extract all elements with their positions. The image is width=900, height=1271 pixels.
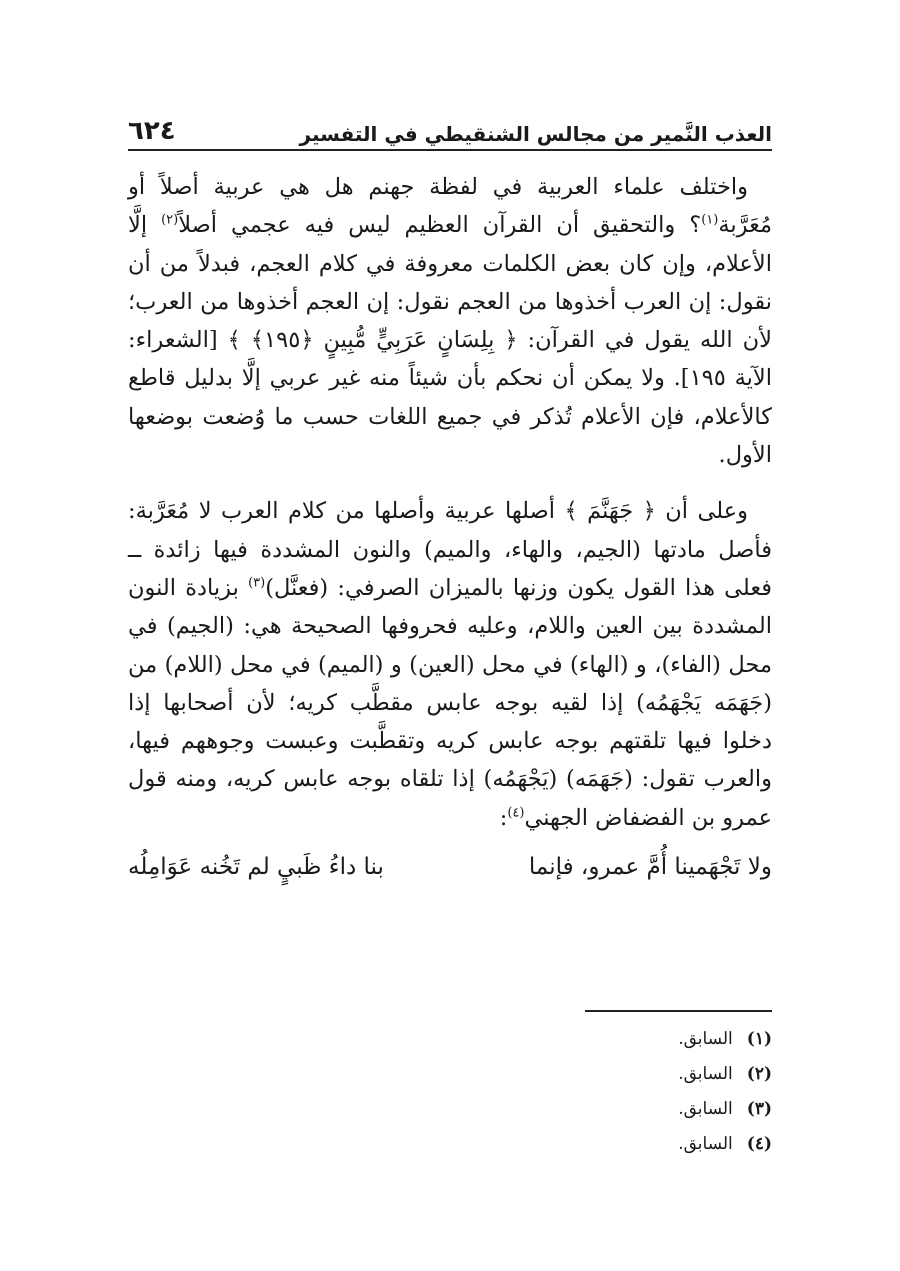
poetry-verse (128, 847, 772, 887)
footnote-text: السابق. (678, 1099, 733, 1119)
footnote-number: (٤) (746, 1134, 772, 1154)
footnote-text: السابق. (678, 1134, 733, 1154)
page-header (128, 112, 772, 146)
verse-second-hemistich: بنا داءُ ظَبيٍ لم تَخُنه عَوَامِلُه (128, 854, 384, 881)
footnotes (372, 1022, 772, 1162)
footnote-ref-2: (٢) (161, 212, 179, 228)
paragraph-1-text-b: ؟ والتحقيق أن القرآن العظيم ليس فيه عجمي أصلاً (178, 212, 702, 239)
verse-first-hemistich: ولا تَجْهَمينا أُمَّ عمرو، فإنما (528, 854, 772, 881)
footnote-ref-3: (٣) (248, 575, 266, 591)
paragraph-2-text-a: وعلى أن ﴿ جَهَنَّمَ ﴾ أصلها عربية وأصلها من كلام العرب لا مُعَرَّبة: فأصل مادتها (الجيم، والهاء، والميم) والنون المشددة فيها زائدة ــ فعلى هذا القول يكون وزنها بالميزان الصرفي: (فعنَّل) (128, 498, 772, 601)
footnote-ref-1: (١) (701, 212, 719, 228)
paragraph-1-text-c: إلَّا الأعلام، وإن كان بعض الكلمات معروفة في كلام العجم، فبدلاً من أن نقول: إن العرب أخذوها من العجم نقول: إن العجم أخذوها من العرب؛ لأن الله يقول في القرآن: ﴿ بِلِسَانٍ عَرَبِيٍّ مُّبِينٍ ﴿١٩٥﴾ ﴾ [الشعراء: الآية ١٩٥]. ولا يمكن أن نحكم بأن شيئاً منه غير عربي إلَّا بدليل قاطع كالأعلام، فإن الأعلام تُذكر في جميع اللغات حسب ما وُضعت بوضعها الأول. (128, 212, 772, 469)
footnote-text: السابق. (678, 1029, 733, 1049)
header-rule (128, 149, 772, 151)
footnote-ref-4: (٤) (507, 805, 525, 821)
paragraph-1-text-a: واختلف علماء العربية في لفظة جهنم هل هي عربية أصلاً أو مُعَرَّبة (128, 174, 772, 239)
footnote-item (372, 1057, 772, 1092)
footnote-rule (585, 1010, 772, 1012)
footnote-number: (٢) (746, 1064, 772, 1084)
running-title: العذب النَّمير من مجالس الشنقيطي في التفسير (299, 122, 772, 146)
footnote-number: (١) (746, 1029, 772, 1049)
footnote-item (372, 1127, 772, 1162)
page-number: ٦٢٤ (128, 116, 176, 146)
main-text (128, 168, 772, 887)
paragraph-2 (128, 492, 772, 837)
footnote-item (372, 1092, 772, 1127)
paragraph-1 (128, 168, 772, 474)
footnote-text: السابق. (678, 1064, 733, 1084)
paragraph-2-text-b: بزيادة النون المشددة بين العين واللام، وعليه فحروفها الصحيحة هي: (الجيم) في محل (الفاء)، و (الهاء) في محل (العين) و (الميم) في محل (اللام) من (جَهَمَه يَجْهَمُه) إذا لقيه بوجه عابس مقطَّب كريه؛ لأن أصحابها إذا دخلوا فيها تلقتهم بوجه عابس كريه وتقطَّبت وعبست وجوههم فيها، والعرب تقول: (جَهَمَه) (يَجْهَمُه) إذا تلقاه بوجه عابس كريه، ومنه قول عمرو بن الفضفاض الجهني (128, 574, 772, 831)
footnote-number: (٣) (746, 1099, 772, 1119)
footnote-item (372, 1022, 772, 1057)
paragraph-2-text-c: : (499, 804, 508, 831)
